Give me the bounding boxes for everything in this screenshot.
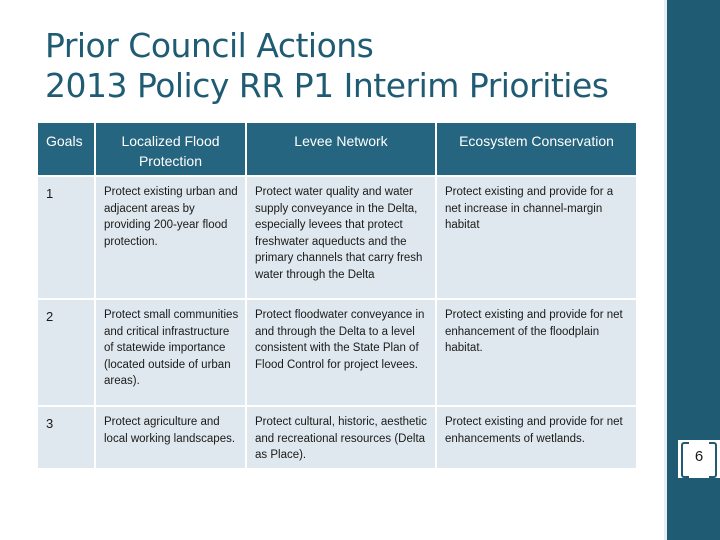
header-levee-network: Levee Network bbox=[246, 123, 436, 176]
ecosystem-cell: Protect existing and provide for net enhancements of wetlands. bbox=[436, 406, 636, 468]
bracket-right-icon bbox=[709, 442, 717, 478]
priorities-table bbox=[38, 123, 636, 468]
table-row bbox=[38, 176, 636, 299]
ecosystem-cell: Protect existing and provide for a net increase in channel-margin habitat bbox=[436, 176, 636, 299]
levee-network-cell: Protect cultural, historic, aesthetic and recreational resources (Delta as Place). bbox=[246, 406, 436, 468]
goal-number: 3 bbox=[38, 406, 95, 468]
page-number: 6 bbox=[694, 448, 704, 465]
localized-flood-cell: Protect small communities and critical infrastructure of statewide importance (located outside of urban areas). bbox=[95, 299, 246, 406]
ecosystem-cell: Protect existing and provide for net enhancement of the floodplain habitat. bbox=[436, 299, 636, 406]
localized-flood-cell: Protect existing urban and adjacent areas by providing 200-year flood protection. bbox=[95, 176, 246, 299]
table-row bbox=[38, 406, 636, 468]
table-row bbox=[38, 299, 636, 406]
levee-network-cell: Protect water quality and water supply conveyance in the Delta, especially levees that protect freshwater aqueducts and the primary channels that carry fresh water through the Delta bbox=[246, 176, 436, 299]
header-localized-flood-protection: Localized Flood Protection bbox=[95, 123, 246, 176]
levee-network-cell: Protect floodwater conveyance in and through the Delta to a level consistent with the State Plan of Flood Control for project levees. bbox=[246, 299, 436, 406]
goal-number: 1 bbox=[38, 176, 95, 299]
title-line-2: 2013 Policy RR P1 Interim Priorities bbox=[45, 66, 609, 105]
slide-title bbox=[45, 26, 655, 106]
localized-flood-cell: Protect agriculture and local working landscapes. bbox=[95, 406, 246, 468]
goal-number: 2 bbox=[38, 299, 95, 406]
page-number-badge bbox=[678, 440, 720, 478]
table-header-row bbox=[38, 123, 636, 176]
header-ecosystem-conservation: Ecosystem Conservation bbox=[436, 123, 636, 176]
header-goals: Goals bbox=[38, 123, 95, 176]
title-line-1: Prior Council Actions bbox=[45, 26, 374, 65]
